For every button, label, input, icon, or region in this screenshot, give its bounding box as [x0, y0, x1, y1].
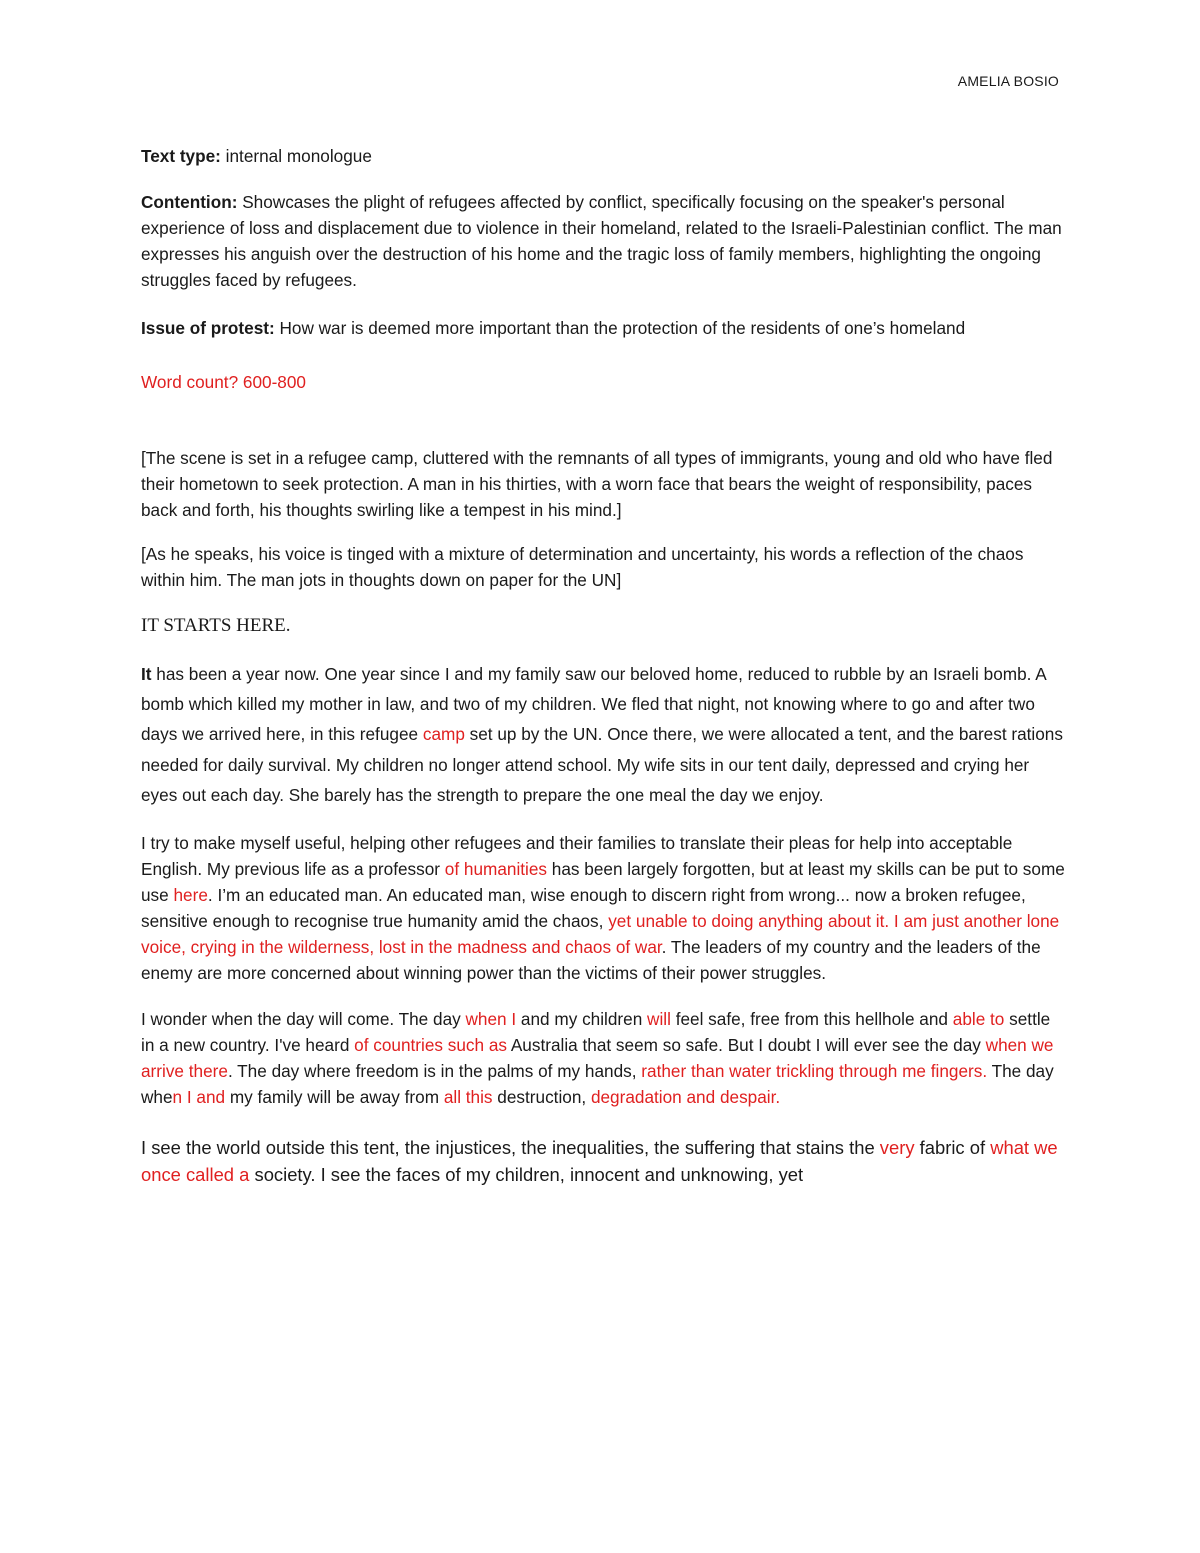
- monologue-paragraph-3: [141, 1006, 1066, 1110]
- paragraph-text: has been largely forgotten, but at least my skills can be put to some use: [141, 859, 1065, 906]
- text-type-label: Text type:: [141, 146, 221, 166]
- highlighted-edit-text: degradation and despair.: [590, 1087, 781, 1108]
- highlighted-edit-text: very: [879, 1137, 915, 1159]
- contention-value: Showcases the plight of refugees affected by conflict, specifically focusing on the speaker's personal experience of loss and displacement due to violence in their homeland, related to the Israeli-Palestinian conflict. The man expresses his anguish over the destruction of his home and the tragic loss of family members, highlighting the ongoing struggles faced by refugees.: [141, 192, 1062, 290]
- text-type-line: [141, 143, 1066, 169]
- text-type-value: internal monologue: [220, 146, 372, 166]
- paragraph-text: set up by the UN. Once there, we were allocated a tent, and the barest rations needed for daily survival. My children no longer attend school. My wife sits in our tent daily, depressed and crying her eyes out each day. She barely has the strength to prepare the one meal the day we enjoy.: [141, 724, 1063, 805]
- paragraph-text: has been a year now. One year since I and my family saw our beloved home, reduced to rubble by an Israeli bomb. A bomb which killed my mother in law, and two of my children. We fled that night, not knowing where to go and after two days we arrived here, in this refugee: [141, 664, 1046, 745]
- paragraph-text: destruction,: [492, 1087, 591, 1108]
- monologue-paragraph-2: [141, 830, 1066, 986]
- stage-direction-2: [As he speaks, his voice is tinged with a mixture of determination and uncertainty, his words a reflection of the chaos within him. The man jots in thoughts down on paper for the UN]: [141, 544, 1024, 590]
- highlighted-edit-text: yet unable to doing anything about it. I am just another lone voice, crying in the wilderness, lost in the madness and chaos of war: [141, 911, 1060, 958]
- paragraph-text: and my children: [516, 1009, 648, 1030]
- author-header: AMELIA BOSIO: [957, 73, 1059, 89]
- paragraph-text: . The day where freedom is in the palms of my hands,: [227, 1061, 642, 1082]
- paragraph-text: The day whe: [141, 1061, 1054, 1108]
- highlighted-edit-text: able to: [952, 1009, 1005, 1030]
- paragraph-text: Australia that seem so safe. But I doubt I will ever see the day: [507, 1035, 986, 1056]
- paragraph-text: settle in a new country. I've heard: [141, 1009, 1051, 1056]
- highlighted-edit-text: of countries such as: [354, 1035, 508, 1056]
- paragraph-text: feel safe, free from this hellhole and: [670, 1009, 953, 1030]
- paragraph-text: . I’m an educated man. An educated man, wise enough to discern right from wrong... now a broken refugee, sensitive enough to recognise true humanity amid the chaos,: [141, 885, 1026, 932]
- highlighted-edit-text: of humanities: [444, 859, 548, 880]
- contention-line: [141, 189, 1066, 293]
- highlighted-edit-text: will: [647, 1009, 671, 1030]
- word-count-note: Word count? 600-800: [141, 372, 306, 392]
- highlighted-edit-text: when we arrive there: [141, 1035, 1054, 1082]
- paragraph-text: I see the world outside this tent, the injustices, the inequalities, the suffering that stains the: [141, 1137, 880, 1159]
- paragraph-text: It: [141, 664, 152, 684]
- monologue-paragraph-1: [141, 659, 1066, 810]
- paragraph-text: my family will be away from: [225, 1087, 444, 1108]
- highlighted-edit-text: rather than water trickling through me fingers.: [641, 1061, 988, 1082]
- stage-direction-1: [The scene is set in a refugee camp, cluttered with the remnants of all types of immigrants, young and old who have fled their hometown to seek protection. A man in his thirties, with a worn face that bears the weight of responsibility, paces back and forth, his thoughts swirling like a tempest in his mind.]: [141, 448, 1053, 520]
- contention-label: Contention:: [141, 192, 238, 212]
- issue-line: [141, 315, 1066, 341]
- highlighted-edit-text: n I and: [172, 1087, 226, 1108]
- highlighted-edit-text: what we once called a: [141, 1137, 1058, 1186]
- highlighted-edit-text: here: [173, 885, 208, 906]
- paragraph-text: society. I see the faces of my children, innocent and unknowing, yet: [249, 1164, 804, 1186]
- paragraph-text: . The leaders of my country and the leaders of the enemy are more concerned about winning power than the victims of their power struggles.: [141, 937, 1041, 984]
- highlighted-edit-text: when I: [465, 1009, 517, 1030]
- section-heading: IT STARTS HERE.: [141, 615, 291, 636]
- paragraph-text: fabric of: [914, 1137, 991, 1159]
- paragraph-text: I wonder when the day will come. The day: [141, 1009, 466, 1030]
- highlighted-edit-text: all this: [443, 1087, 493, 1108]
- highlighted-edit-text: camp: [422, 724, 465, 745]
- issue-label: Issue of protest:: [141, 318, 275, 338]
- issue-value: How war is deemed more important than the protection of the residents of one’s homeland: [274, 318, 966, 338]
- paragraph-text: I try to make myself useful, helping other refugees and their families to translate their pleas for help into acceptable English. My previous life as a professor: [141, 833, 1013, 880]
- document-body: [141, 143, 1066, 1188]
- monologue-paragraph-4: [141, 1134, 1066, 1188]
